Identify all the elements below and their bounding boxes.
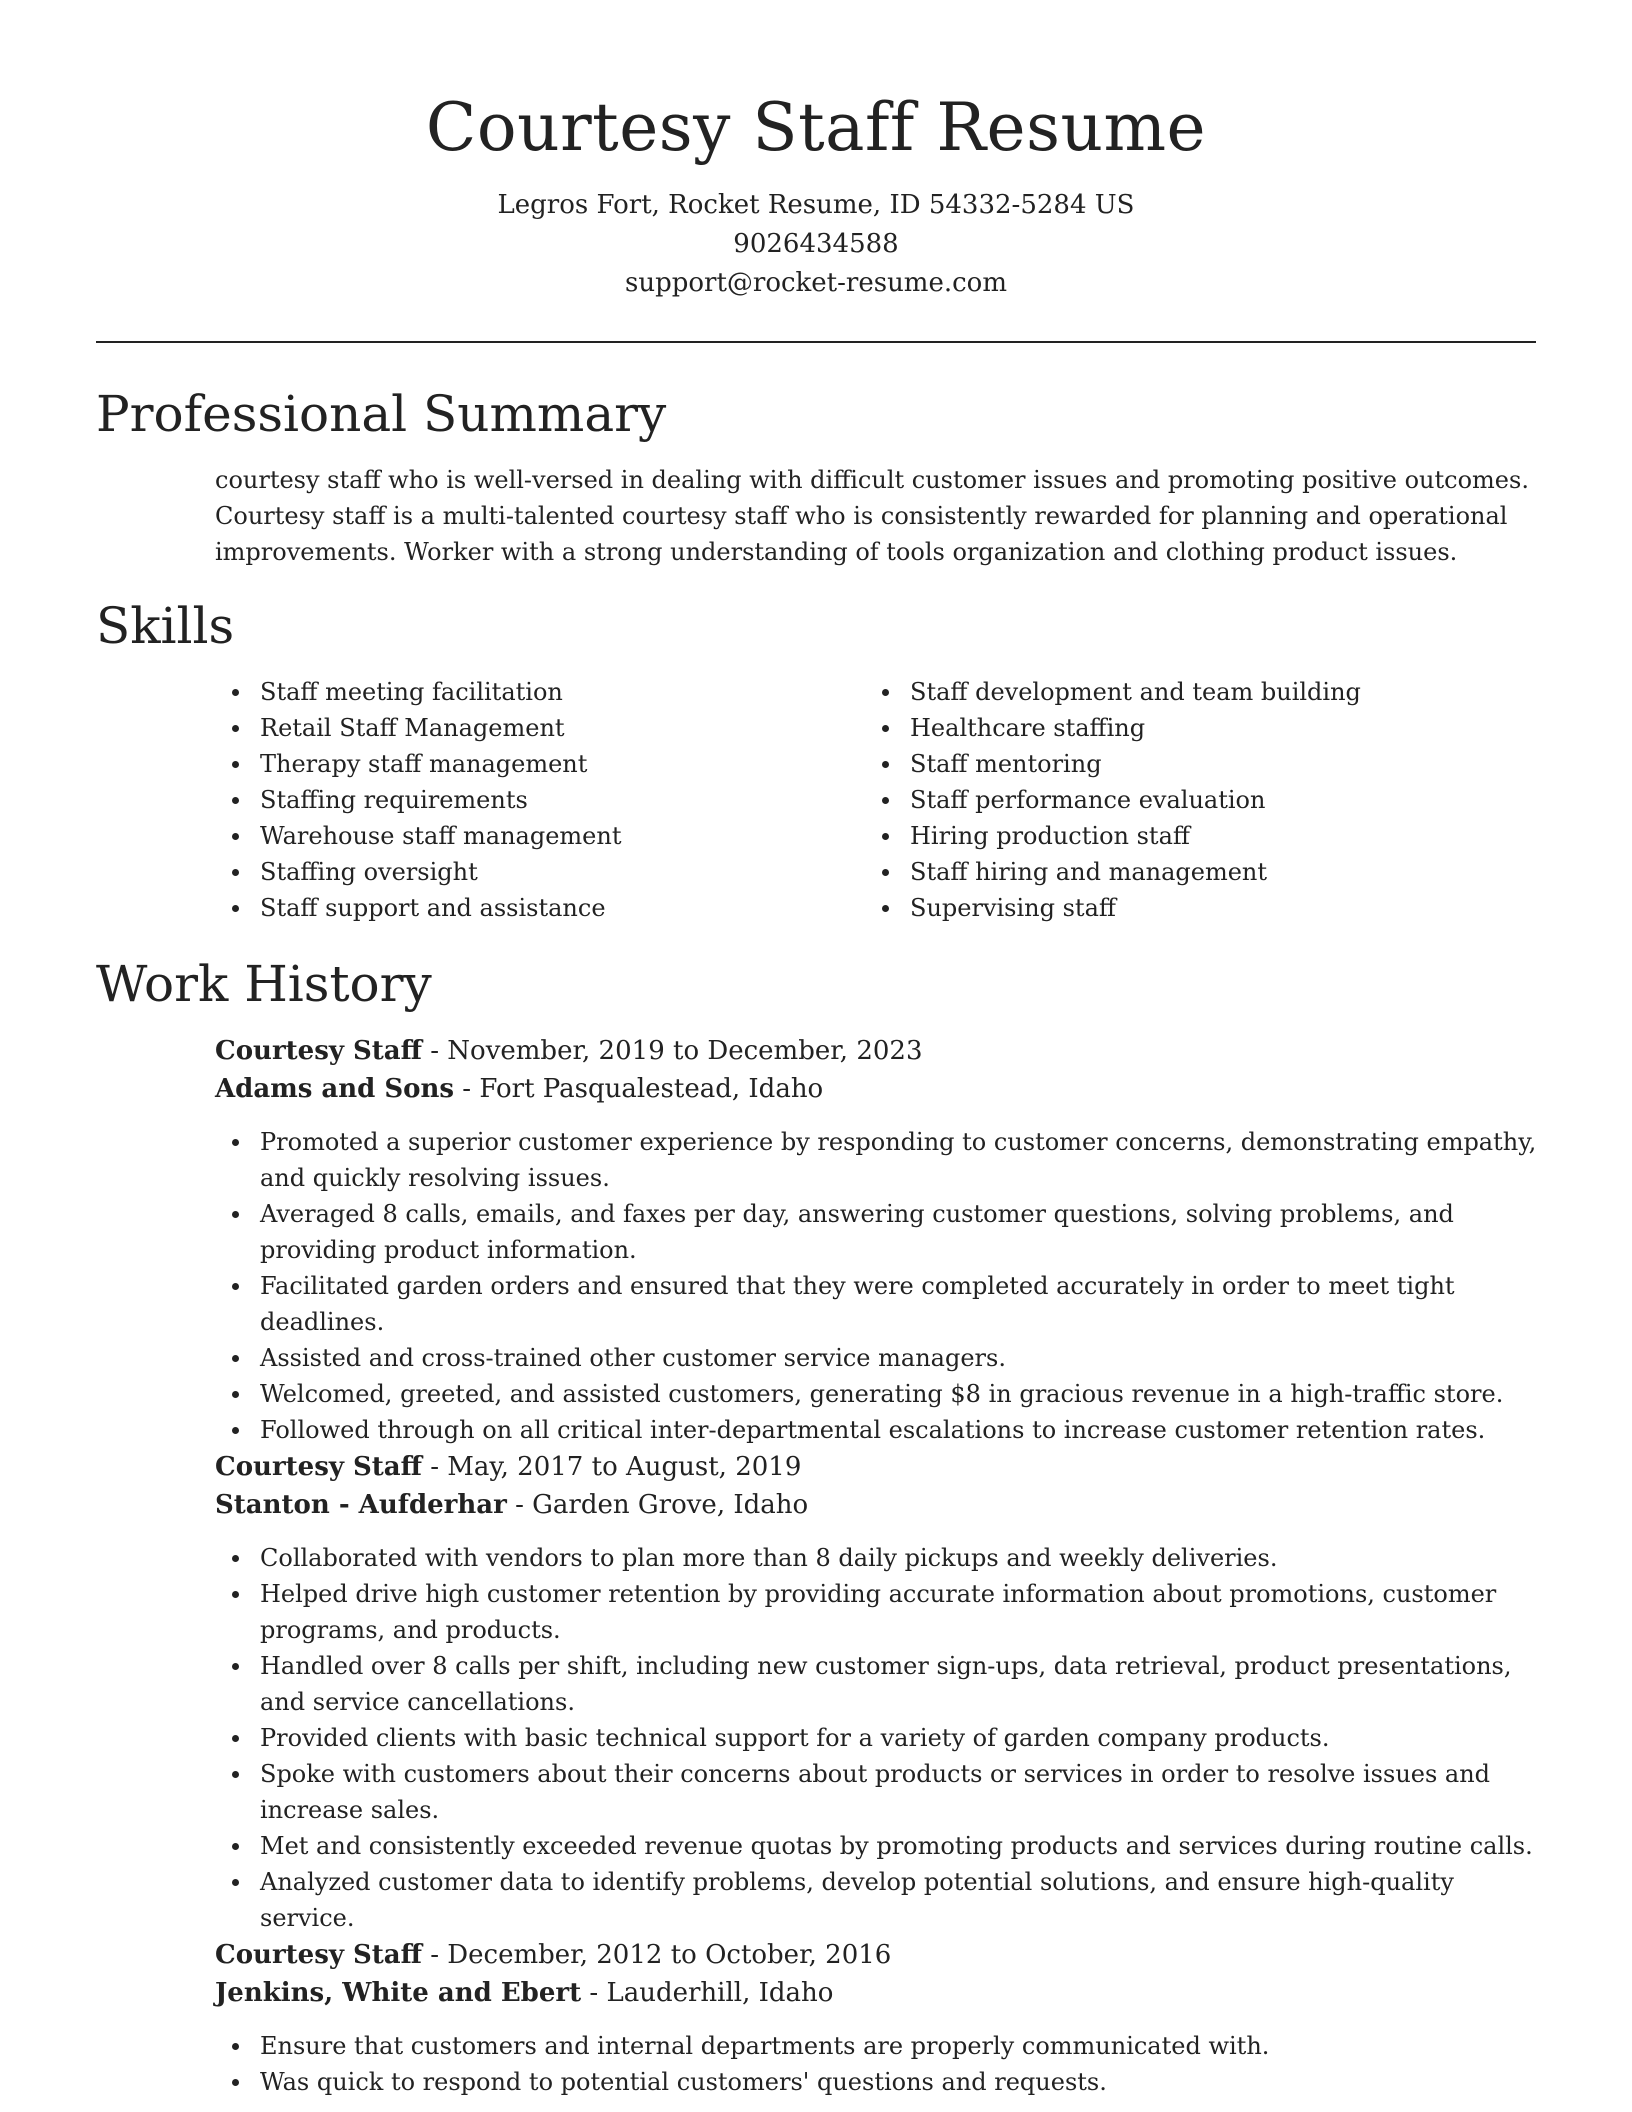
job-location: Lauderhill, Idaho: [606, 1978, 834, 2008]
job-company-line: Jenkins, White and Ebert - Lauderhill, Idaho: [215, 1978, 834, 2008]
job-bullet: Assisted and cross-trained other customer service managers.: [215, 1340, 1540, 1376]
skill-item: Staff meeting facilitation: [215, 674, 815, 710]
resume-header: [0, 82, 1632, 303]
job-dates: December, 2012 to October, 2016: [447, 1940, 892, 1970]
skill-item: Supervising staff: [865, 890, 1525, 926]
job-dates: May, 2017 to August, 2019: [447, 1452, 802, 1482]
job-company: Jenkins, White and Ebert: [215, 1978, 582, 2008]
skill-item: Staff performance evaluation: [865, 782, 1525, 818]
job-bullet: Helped drive high customer retention by providing accurate information about promotions, customer programs, and products.: [215, 1576, 1540, 1648]
skill-item: Retail Staff Management: [215, 710, 815, 746]
job-title-line: Courtesy Staff - May, 2017 to August, 2019: [215, 1452, 802, 1482]
header-divider: [96, 341, 1536, 343]
skills-heading: Skills: [96, 597, 235, 655]
job-title: Courtesy Staff: [215, 1940, 422, 1970]
skill-item: Hiring production staff: [865, 818, 1525, 854]
skill-item: Healthcare staffing: [865, 710, 1525, 746]
skill-item: Staffing oversight: [215, 854, 815, 890]
job-bullet: Spoke with customers about their concerns about products or services in order to resolve issues and increase sales.: [215, 1756, 1540, 1828]
job-bullet: Ensure that customers and internal departments are properly communicated with.: [215, 2028, 1540, 2064]
job-company: Stanton - Aufderhar: [215, 1490, 507, 1520]
skill-item: Staff development and team building: [865, 674, 1525, 710]
job-entry: [215, 1448, 1540, 1936]
skill-item: Staff hiring and management: [865, 854, 1525, 890]
job-bullet: Collaborated with vendors to plan more than 8 daily pickups and weekly deliveries.: [215, 1540, 1540, 1576]
job-company-line: Adams and Sons - Fort Pasqualestead, Idaho: [215, 1074, 824, 1104]
contact-address: Legros Fort, Rocket Resume, ID 54332-5284 US: [497, 190, 1135, 220]
skills-list-left: [215, 674, 815, 926]
job-bullet: Facilitated garden orders and ensured that they were completed accurately in order to meet tight deadlines.: [215, 1268, 1540, 1340]
job-title: Courtesy Staff: [215, 1036, 422, 1066]
job-bullets: [215, 2028, 1540, 2100]
job-title: Courtesy Staff: [215, 1452, 422, 1482]
job-location: Fort Pasqualestead, Idaho: [479, 1074, 824, 1104]
summary-heading: Professional Summary: [96, 385, 667, 443]
job-bullet: Was quick to respond to potential customers' questions and requests.: [215, 2064, 1540, 2100]
job-title-line: Courtesy Staff - November, 2019 to December, 2023: [215, 1036, 923, 1066]
job-bullets: [215, 1540, 1540, 1936]
skill-item: Therapy staff management: [215, 746, 815, 782]
summary-text: courtesy staff who is well-versed in dealing with difficult customer issues and promoting positive outcomes. Courtesy staff is a multi-talented courtesy staff who is consistently rewarded for planning and operational improvements. Worker with a strong understanding of tools organization and clothing product issues.: [215, 466, 1529, 566]
job-company: Adams and Sons: [215, 1074, 455, 1104]
contact-block: [0, 186, 1632, 303]
job-company-line: Stanton - Aufderhar - Garden Grove, Idaho: [215, 1490, 809, 1520]
contact-email: support@rocket-resume.com: [624, 268, 1007, 298]
skill-item: Warehouse staff management: [215, 818, 815, 854]
job-bullet: Handled over 8 calls per shift, including new customer sign-ups, data retrieval, product presentations, and service cancellations.: [215, 1648, 1540, 1720]
job-bullets: [215, 1124, 1540, 1448]
job-bullet: Followed through on all critical inter-departmental escalations to increase customer retention rates.: [215, 1412, 1540, 1448]
job-bullet: Averaged 8 calls, emails, and faxes per day, answering customer questions, solving problems, and providing product information.: [215, 1196, 1540, 1268]
job-entry: [215, 1032, 1540, 1448]
skill-item: Staffing requirements: [215, 782, 815, 818]
job-bullet: Analyzed customer data to identify problems, develop potential solutions, and ensure high-quality service.: [215, 1864, 1540, 1936]
resume-title: Courtesy Staff Resume: [425, 89, 1207, 166]
contact-phone: 9026434588: [733, 229, 899, 259]
job-bullet: Provided clients with basic technical support for a variety of garden company products.: [215, 1720, 1540, 1756]
job-title-line: Courtesy Staff - December, 2012 to October, 2016: [215, 1940, 892, 1970]
skills-list-right: [865, 674, 1525, 926]
skill-item: Staff support and assistance: [215, 890, 815, 926]
job-bullet: Met and consistently exceeded revenue quotas by promoting products and services during routine calls.: [215, 1828, 1540, 1864]
job-bullet: Welcomed, greeted, and assisted customers, generating $8 in gracious revenue in a high-traffic store.: [215, 1376, 1540, 1412]
work-history-heading: Work History: [96, 955, 432, 1013]
job-bullet: Promoted a superior customer experience by responding to customer concerns, demonstrating empathy, and quickly resolving issues.: [215, 1124, 1540, 1196]
job-entry: [215, 1936, 1540, 2100]
job-dates: November, 2019 to December, 2023: [447, 1036, 923, 1066]
skill-item: Staff mentoring: [865, 746, 1525, 782]
job-location: Garden Grove, Idaho: [532, 1490, 809, 1520]
